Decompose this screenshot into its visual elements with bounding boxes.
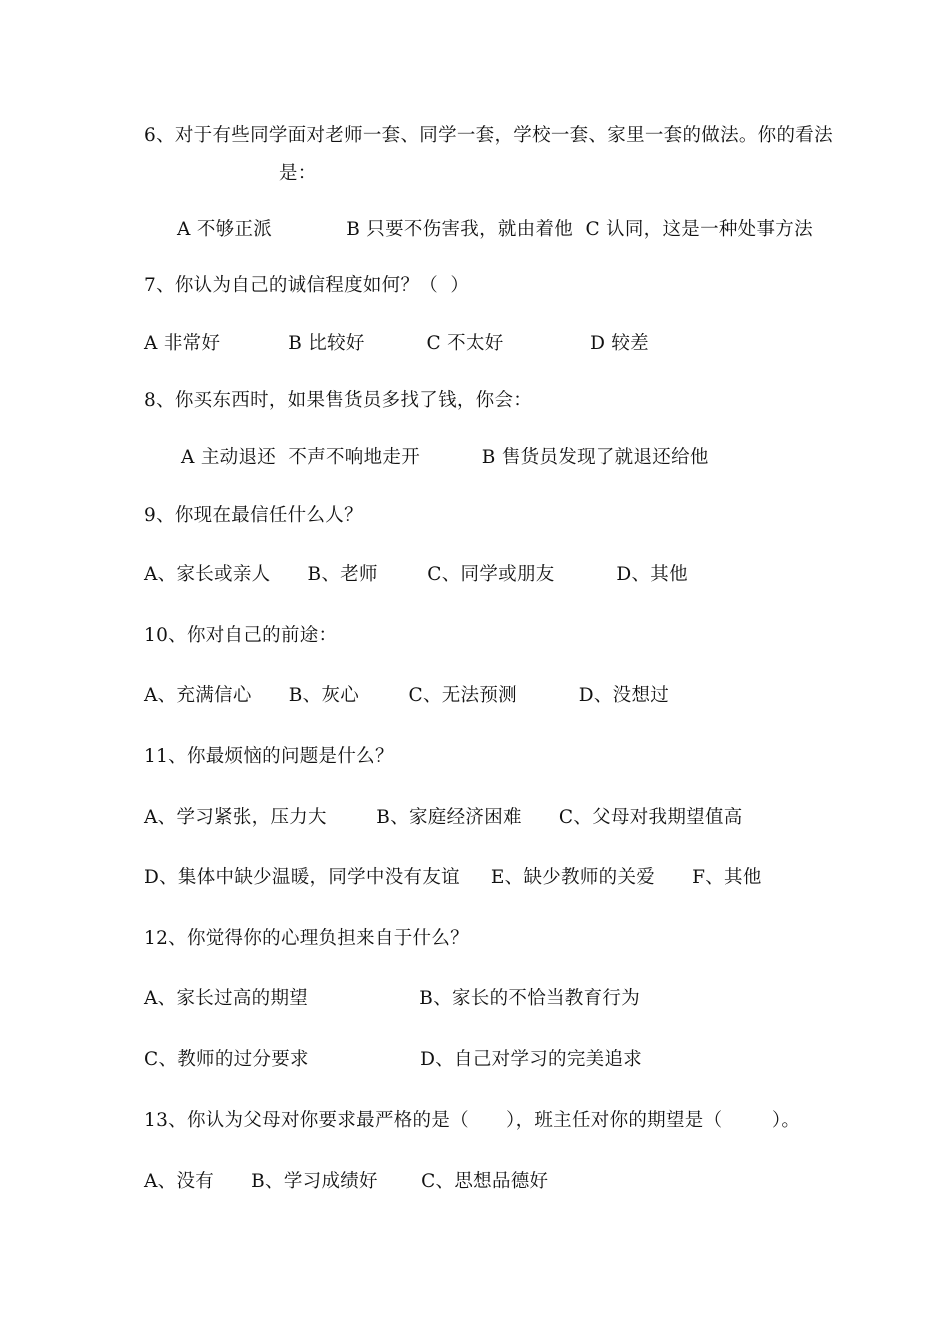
question-11-options-row-2: D、集体中缺少温暖，同学中没有友谊 E、缺少教师的关爱 F、其他 [144, 867, 762, 888]
question-13-options: A、没有 B、学习成绩好 C、思想品德好 [144, 1171, 549, 1192]
question-13-text: 13、你认为父母对你要求最严格的是（ ），班主任对你的期望是（ ）。 [144, 1110, 801, 1131]
question-7-text: 7、你认为自己的诚信程度如何？（ ） [144, 275, 470, 296]
question-6-text-continued: 是： [279, 163, 317, 184]
question-12-options-row-2: C、教师的过分要求 D、自己对学习的完美追求 [144, 1049, 643, 1070]
question-12-options-row-1: A、家长过高的期望 B、家长的不恰当教育行为 [144, 988, 641, 1009]
question-8-options: A 主动退还 不声不响地走开 B 售货员发现了就退还给他 [181, 447, 709, 468]
question-9-text: 9、你现在最信任什么人？ [144, 505, 363, 526]
question-10-options: A、充满信心 B、灰心 C、无法预测 D、没想过 [144, 685, 670, 706]
question-9-options: A、家长或亲人 B、老师 C、同学或朋友 D、其他 [144, 564, 688, 585]
question-11-text: 11、你最烦恼的问题是什么？ [144, 746, 394, 767]
question-10-text: 10、你对自己的前途： [144, 625, 338, 646]
question-11-options-row-1: A、学习紧张，压力大 B、家庭经济困难 C、父母对我期望值高 [144, 807, 743, 828]
question-8-text: 8、你买东西时，如果售货员多找了钱，你会： [144, 390, 533, 411]
question-6-options: A 不够正派 B 只要不伤害我，就由着他 C 认同，这是一种处事方法 [177, 219, 813, 240]
question-6-text: 6、对于有些同学面对老师一套、同学一套，学校一套、家里一套的做法。你的看法 [144, 125, 833, 146]
question-12-text: 12、你觉得你的心理负担来自于什么？ [144, 928, 469, 949]
question-7-options: A 非常好 B 比较好 C 不太好 D 较差 [144, 333, 649, 354]
